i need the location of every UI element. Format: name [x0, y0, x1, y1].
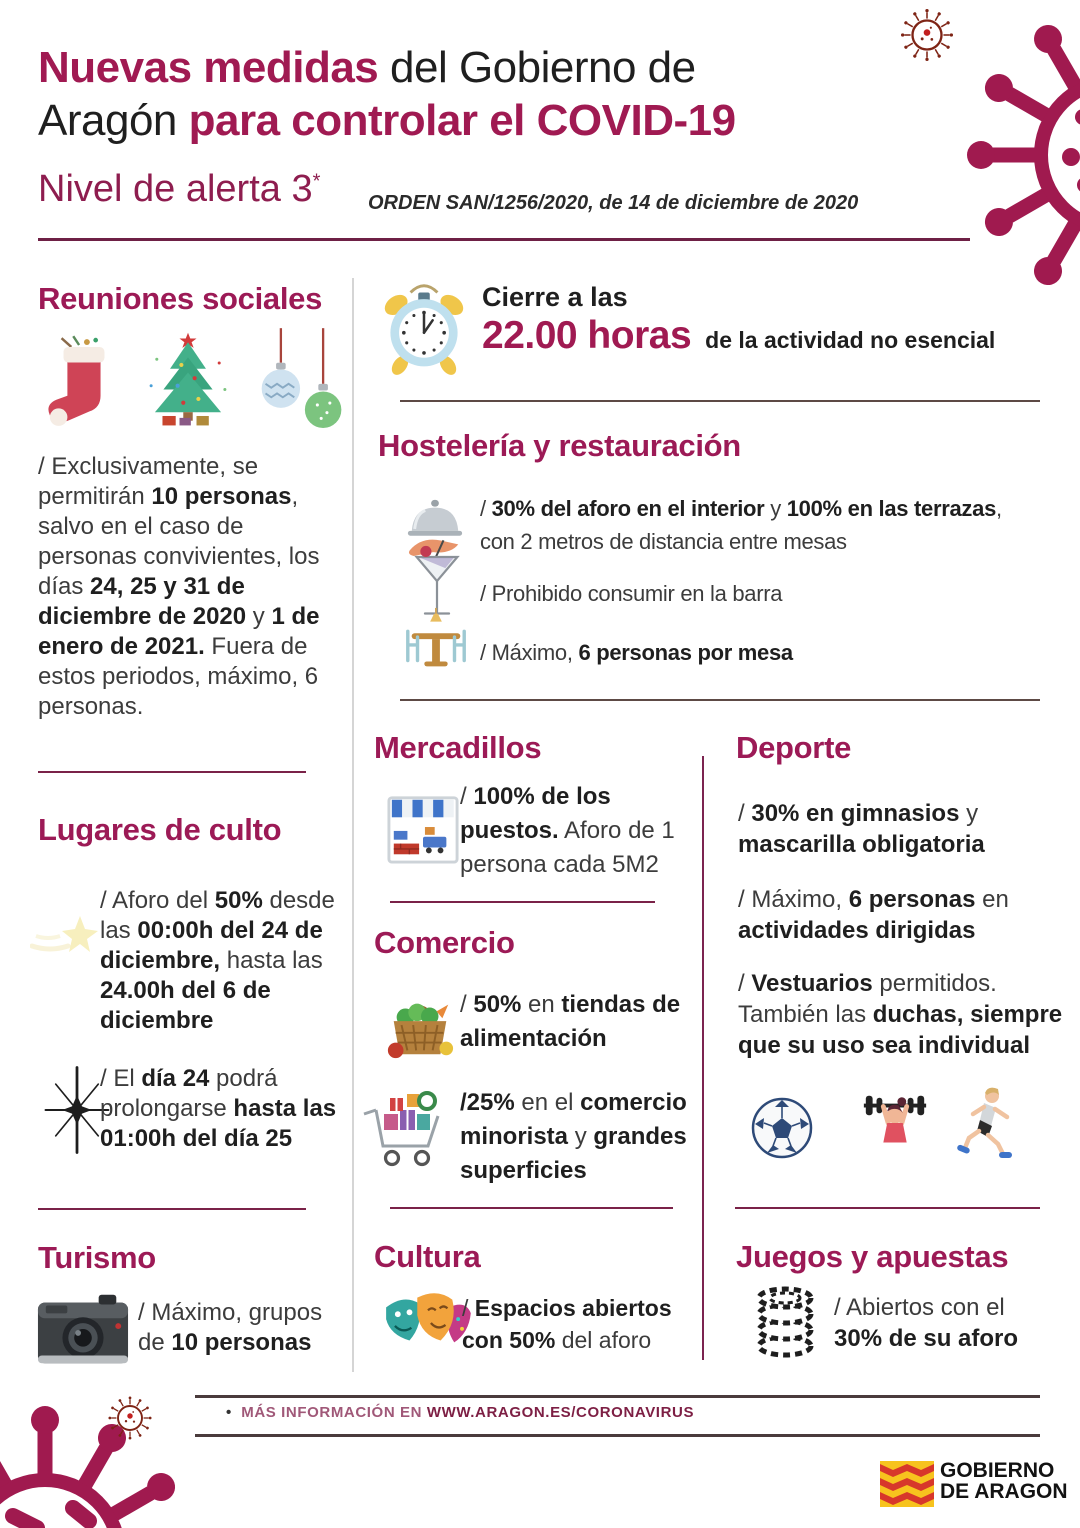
footer-info-prefix: MÁS INFORMACIÓN EN: [241, 1404, 427, 1421]
title-start-2: Aragón: [38, 95, 189, 145]
section-divider: [735, 1207, 1040, 1209]
closure-tail: de la actividad no esencial: [705, 327, 996, 353]
theater-masks-icon: [380, 1286, 474, 1358]
market-stall-icon: [386, 790, 460, 866]
poker-chips-icon: [750, 1280, 820, 1360]
section-title-reuniones: Reuniones sociales: [38, 281, 323, 316]
basket-icon: [384, 990, 456, 1064]
section-title-juegos: Juegos y apuestas: [736, 1239, 1009, 1274]
alert-asterisk: *: [312, 170, 321, 193]
mercadillos-text: / 100% de los puestos. Aforo de 1 persona cada 5M2: [460, 783, 675, 878]
comercio-item-2-text: /25% en el comercio minorista y grandes superficies: [460, 1089, 687, 1184]
alert-level: Nivel de alerta 3*: [38, 168, 321, 210]
table-chairs-icon: [398, 606, 474, 678]
hosteleria-item-1-text: / 30% del aforo en el interior y 100% en las terrazas, con 2 metros de distancia entre mesas: [480, 496, 1002, 554]
vertical-divider-mid: [702, 756, 704, 1360]
deporte-item-3-text: / Vestuarios permitidos. También las duchas, siempre que su uso sea individual: [738, 970, 1063, 1059]
weightlifter-icon: [856, 1088, 934, 1160]
hosteleria-item-2-text: / Prohibido consumir en la barra: [480, 581, 783, 606]
section-title-comercio: Comercio: [374, 925, 515, 960]
closure-time: 22.00 horas: [482, 314, 692, 357]
closure-lead: Cierre a las: [482, 282, 628, 312]
culto-item-2-text: / El día 24 podrá prolongarse hasta las 01:00h del día 25: [100, 1065, 337, 1152]
header-divider: [38, 238, 970, 241]
virus-large-icon: [935, 0, 1080, 335]
section-divider: [38, 1208, 306, 1210]
cart-icon: [360, 1084, 452, 1170]
turismo-text: / Máximo, grupos de 10 personas: [138, 1299, 323, 1356]
stocking-icon: [44, 334, 122, 434]
christmas-tree-icon: [136, 328, 240, 434]
footer-divider-bottom: [195, 1434, 1040, 1437]
camera-icon: [36, 1290, 130, 1368]
section-divider: [390, 1207, 673, 1209]
hosteleria-item-3-text: / Máximo, 6 personas por mesa: [480, 640, 793, 665]
comercio-item-1-text: / 50% en tiendas de alimentación: [460, 991, 681, 1052]
section-title-deporte: Deporte: [736, 730, 852, 765]
section-divider: [38, 771, 306, 773]
footer-bullet: •: [226, 1404, 232, 1421]
page-title: [38, 42, 736, 148]
title-accent-2: para controlar el COVID-19: [188, 95, 736, 145]
section-title-cultura: Cultura: [374, 1239, 481, 1274]
title-rest-1: del Gobierno de: [378, 43, 696, 92]
section-title-mercadillos: Mercadillos: [374, 730, 542, 765]
soccer-ball-icon: [750, 1096, 814, 1160]
section-divider: [400, 699, 1040, 701]
section-title-hosteleria: Hostelería y restauración: [378, 428, 741, 463]
deporte-item-2-text: / Máximo, 6 personas en actividades dirigidas: [738, 886, 1009, 944]
footer-info: [226, 1404, 694, 1421]
government-logo-text: GOBIERNO DE ARAGON: [940, 1459, 1068, 1503]
virus-small-icon: [898, 6, 956, 64]
runner-icon: [954, 1086, 1016, 1164]
alarm-clock-icon: [376, 276, 472, 378]
juegos-text: / Abiertos con el 30% de su aforo: [834, 1294, 1019, 1352]
closure-main: [482, 314, 995, 358]
section-divider: [390, 901, 655, 903]
christmas-icons: [44, 326, 350, 434]
deporte-item-1-text: / 30% en gimnasios y mascarilla obligatoria: [738, 800, 985, 858]
reuniones-text: / Exclusivamente, se permitirán 10 personas, salvo en el caso de personas convivientes, los días 24, 25 y 31 de diciembre de 2020 y 1 de enero de 2021. Fuera de estos periodos, máximo, 6 personas.: [38, 453, 320, 720]
title-accent-1: Nuevas medidas: [38, 43, 379, 92]
footer-divider-top: [195, 1395, 1040, 1398]
aragon-flag-icon: [880, 1461, 934, 1507]
section-divider: [400, 400, 1040, 402]
footer-info-url: WWW.ARAGON.ES/CORONAVIRUS: [426, 1404, 695, 1421]
virus-small-icon: [106, 1394, 154, 1442]
section-title-turismo: Turismo: [38, 1240, 156, 1275]
cultura-text: / Espacios abiertos con 50% del aforo: [462, 1295, 672, 1353]
section-title-culto: Lugares de culto: [38, 812, 282, 847]
order-reference: ORDEN SAN/1256/2020, de 14 de diciembre de 2020: [368, 192, 859, 214]
vertical-divider-left: [352, 278, 354, 1372]
ornaments-icon: [254, 326, 350, 434]
culto-item-1-text: / Aforo del 50% desde las 00:00h del 24 de diciembre, hasta las 24.00h del 6 de diciembre: [100, 887, 335, 1034]
